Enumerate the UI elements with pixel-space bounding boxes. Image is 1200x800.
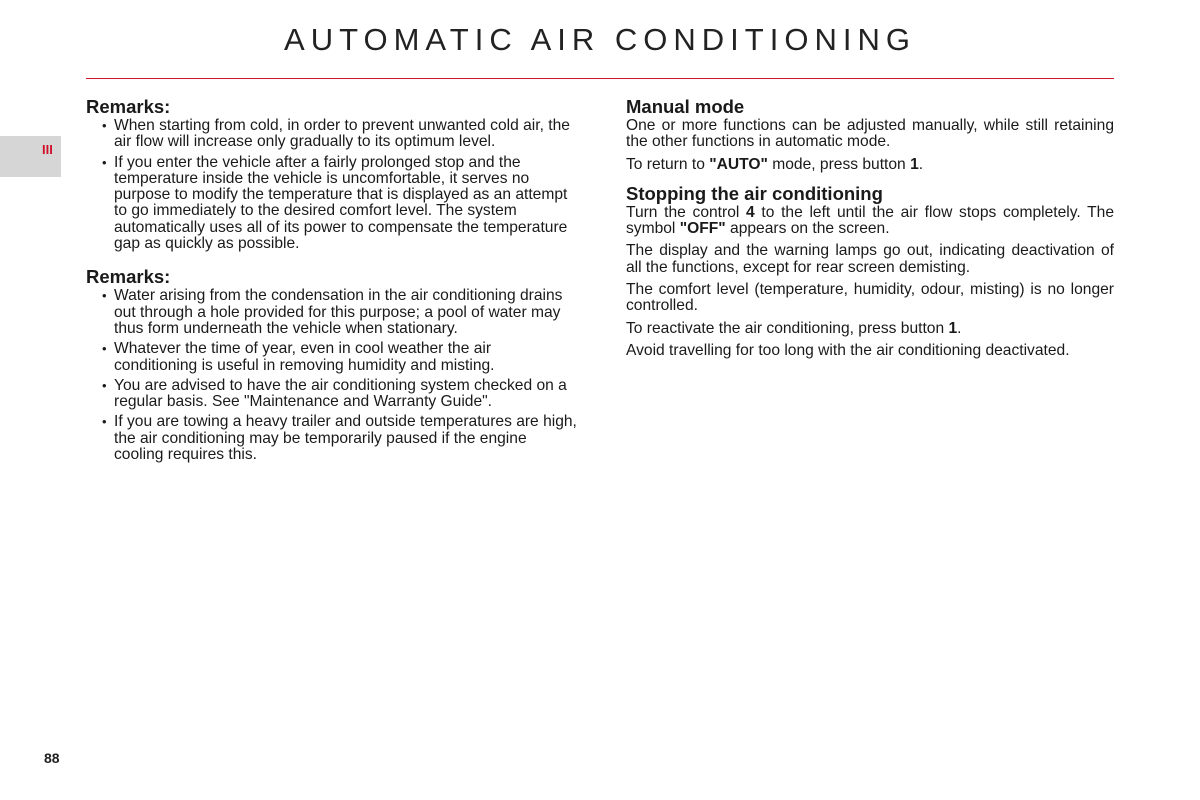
remarks-list-1 xyxy=(86,118,578,252)
text-fragment: appears on the screen. xyxy=(725,220,890,238)
button-number: 1 xyxy=(948,319,958,337)
list-item: • When starting from cold, in order to prevent unwanted cold air, the air flow will increase only gradually to its optimum level. xyxy=(86,118,578,151)
manual-mode-paragraph: One or more functions can be adjusted manually, while still retaining the other functions in automatic mode. xyxy=(626,117,1114,151)
remarks-heading-1: Remarks: xyxy=(86,96,171,117)
control-number: 4 xyxy=(746,203,755,221)
stopping-paragraph-2: The display and the warning lamps go out, indicating deactivation of all the functions, except for rear screen demisting. xyxy=(626,242,1114,276)
text-fragment: . xyxy=(918,155,924,173)
reactivate-paragraph xyxy=(626,321,1114,337)
chapter-tab-label: III xyxy=(42,142,53,157)
left-column xyxy=(86,96,578,467)
text-fragment: mode, press button xyxy=(767,155,911,173)
button-number: 1 xyxy=(910,155,919,173)
stopping-paragraph-3: The comfort level (temperature, humidity, odour, misting) is no longer controlled. xyxy=(626,281,1114,315)
stopping-heading: Stopping the air conditioning xyxy=(626,182,883,204)
off-symbol-label: "OFF" xyxy=(679,220,726,238)
list-item: • Water arising from the condensation in the air conditioning drains out through a hole provided for this purpose; a pool of water may thus form underneath the vehicle when stationary. xyxy=(86,288,578,337)
list-item: • Whatever the time of year, even in cool weather the air conditioning is useful in removing humidity and misting. xyxy=(86,341,578,374)
title-divider xyxy=(86,78,1114,79)
page-number: 88 xyxy=(44,750,60,766)
return-to-auto-paragraph xyxy=(626,157,1114,173)
list-item: • If you are towing a heavy trailer and outside temperatures are high, the air conditioning may be temporarily paused if the engine cooling requires this. xyxy=(86,414,578,463)
chapter-tab xyxy=(0,136,61,177)
text-fragment: to the left until the air flow stops completely. The symbol xyxy=(626,203,1114,238)
stopping-paragraph-1 xyxy=(626,205,1114,238)
remarks-list-2 xyxy=(86,288,578,463)
list-item: • You are advised to have the air conditioning system checked on a regular basis. See "Maintenance and Warranty Guide". xyxy=(86,378,578,411)
text-fragment: To return to xyxy=(626,155,710,173)
page-title: AUTOMATIC AIR CONDITIONING xyxy=(284,22,916,57)
text-fragment: Turn the control xyxy=(626,203,747,221)
list-item: • If you enter the vehicle after a fairly prolonged stop and the temperature inside the vehicle is uncomfortable, it serves no purpose to modify the temperature that is displayed as an attempt to go immediately to the desired comfort level. The system automatically uses all of its power to compensate the temperature gap as quickly as possible. xyxy=(86,155,578,253)
text-fragment: . xyxy=(957,319,962,337)
auto-mode-label: "AUTO" xyxy=(709,155,768,173)
remarks-heading-2: Remarks: xyxy=(86,266,171,288)
right-column xyxy=(626,96,1114,365)
manual-mode-heading: Manual mode xyxy=(626,96,745,117)
text-fragment: To reactivate the air conditioning, press button xyxy=(626,319,949,337)
stopping-paragraph-5: Avoid travelling for too long with the air conditioning deactivated. xyxy=(626,341,1070,359)
